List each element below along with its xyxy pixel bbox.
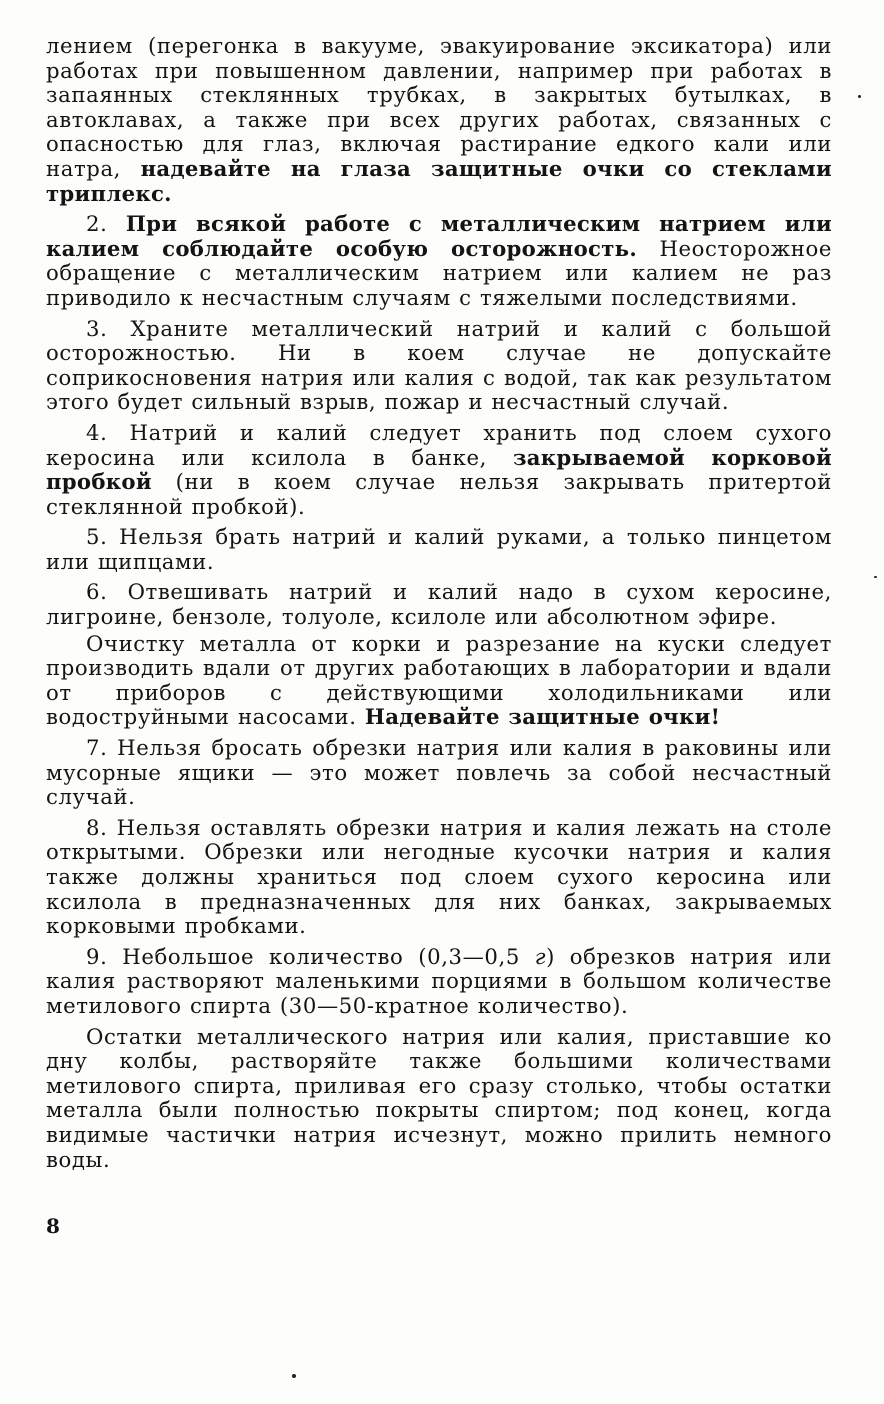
paragraph-p7 — [46, 736, 832, 810]
text-run: 6. Отвешивать натрий и калий надо в сухом керосине, лигроине, бензоле, толуоле, ксилоле или абсолютном эфире. — [46, 579, 832, 630]
paragraph-p6b — [46, 632, 832, 730]
text-run: Очистку металла от корки и разрезание на куски следует производить вдали от других работающих в лаборатории и вдали от приборов с действующими холодильниками или водоструйными насосами. — [46, 630, 832, 730]
text-run: Остатки металлического натрия или калия, приставшие ко дну колбы, растворяйте также большими количествами метилового спирта, приливая его сразу столько, чтобы остатки металла были полностью покрыты спиртом; под конец, когда видимые частички натрия исчезнут, можно прилить немного воды. — [46, 1023, 832, 1172]
text-run: 8. Нельзя оставлять обрезки натрия и калия лежать на столе открытыми. Обрезки или негодные кусочки натрия и калия также должны храниться под слоем сухого керосина или ксилола в предназначенных для них банках, закрываемых корковыми пробками. — [46, 814, 832, 939]
text-run: 2. — [86, 211, 126, 237]
text-run: 3. Храните металлический натрий и калий с большой осторожностью. Ни в коем случае не допускайте соприкосновения натрия или калия с водой, так как результатом этого будет сильный взрыв, пожар и несчастный случай. — [46, 315, 832, 415]
paragraph-p6 — [46, 580, 832, 629]
text-run: Неосторожное обращение с металлическим натрием или калием не раз приводило к несчастным случаям с тяжелыми последствиями. — [46, 235, 832, 310]
paragraph-p3 — [46, 317, 832, 415]
body-text — [46, 34, 832, 1178]
paragraph-p0 — [46, 34, 832, 206]
text-run: г — [534, 943, 547, 969]
text-run: лением (перегонка в вакууме, эвакуирование эксикатора) или работах при повышенном давлении, например при работах в запаянных стеклянных трубках, в закрытых бутылках, в автоклавах, а также при всех других работах, связанных с опасностью для глаз, включая растирание едкого кали или натра, — [46, 33, 832, 181]
page-number: 8 — [46, 1214, 60, 1238]
bold-run: Надевайте защитные очки! — [364, 704, 721, 730]
bold-run: закрываемой корковой пробкой — [46, 444, 832, 495]
bold-run: При всякой работе с металлическим натрием или калием соблюдайте особую осторожность. — [46, 211, 832, 261]
text-run: (ни в коем случае нельзя закрывать притертой стеклянной пробкой). — [46, 469, 832, 519]
bold-run: надевайте на глаза защитные очки со стеклами триплекс. — [46, 155, 832, 206]
print-speck — [858, 95, 861, 98]
text-run: 4. Натрий и калий следует хранить под слоем сухого керосина или ксилола в банке, — [46, 419, 832, 470]
paragraph-p8 — [46, 816, 832, 939]
text-run: 5. Нельзя брать натрий и калий руками, а только пинцетом или щипцами. — [46, 524, 832, 574]
paragraph-p5 — [46, 525, 832, 574]
paragraph-p4 — [46, 421, 832, 519]
text-run: 7. Нельзя бросать обрезки натрия или калия в раковины или мусорные ящики — это может повлечь за собой несчастный случай. — [46, 735, 832, 810]
paragraph-p10 — [46, 1025, 832, 1173]
paragraph-p2 — [46, 212, 832, 310]
text-run: ) обрезков натрия или калия растворяют маленькими порциями в большом количестве метилового спирта (30—50-кратное количество). — [46, 943, 832, 1018]
paragraph-p9 — [46, 945, 832, 1019]
print-speck — [874, 576, 877, 578]
text-run: 9. Небольшое количество (0,3—0,5 — [86, 943, 535, 969]
print-speck — [292, 1374, 296, 1378]
